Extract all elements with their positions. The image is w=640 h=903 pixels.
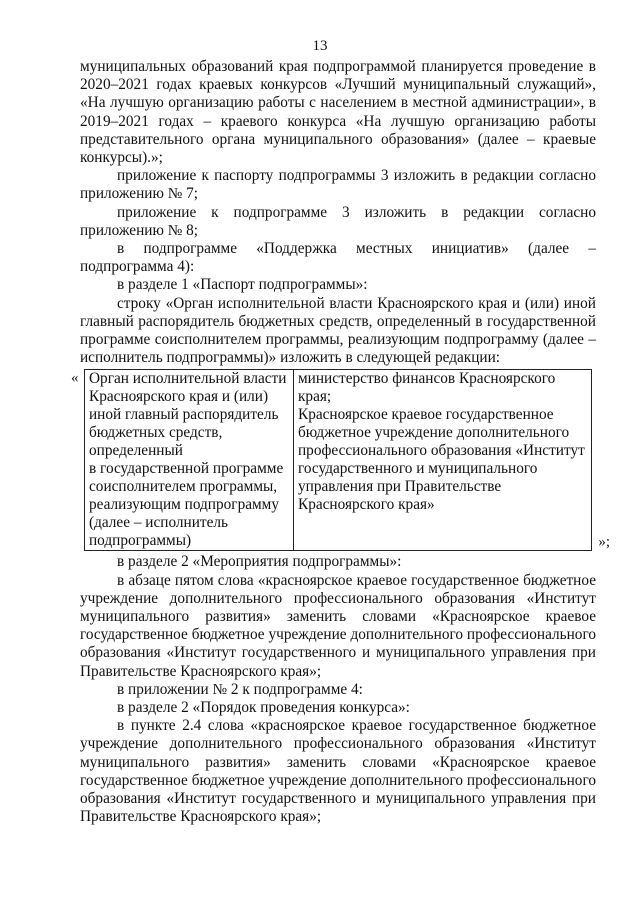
close-quote: »; (598, 534, 610, 551)
paragraph: в разделе 2 «Порядок проведения конкурса»: (117, 699, 410, 717)
paragraphs-before (80, 58, 596, 367)
paragraph: муниципальных образований края подпрограммой планируется проведение в 2020–2021 годах краевых конкурсов «Лучший муниципальный служащий», «На лучшую организацию работы с населением в местной администрации», в 2019–2021 годах – краевого конкурса «На лучшую организацию работы представительного органа муниципального образования» (далее – краевые конкурсы).»; (80, 58, 596, 167)
paragraph: в подпрограмме «Поддержка местных инициатив» (далее – подпрограмма 4): (80, 240, 596, 276)
cell-line: управления при Правительстве (298, 478, 502, 496)
cell-line: Орган исполнительной власти (89, 370, 287, 388)
cell-line: реализующим подпрограмму (89, 496, 280, 514)
cell-line: соисполнителем программы, (89, 478, 278, 496)
document-body (71, 58, 610, 827)
cell-line: определенный (89, 442, 183, 460)
passport-table (84, 369, 592, 551)
table-cell-right (294, 370, 592, 551)
paragraph: в абзаце пятом слова «красноярское краевое государственное бюджетное учреждение дополнительного профессионального образования «Институт муниципального развития» заменить словами «Красноярское краевое государственное бюджетное учреждение дополнительного профессионального образования «Институт государственного и муниципального управления при Правительстве Красноярского края»; (80, 571, 596, 680)
cell-line: Красноярского края» (298, 496, 435, 514)
cell-line: края; (298, 388, 332, 406)
paragraph: в разделе 1 «Паспорт подпрограммы»: (117, 276, 368, 294)
cell-line: в государственной программе (89, 460, 284, 478)
cell-line: государственного и муниципального (298, 460, 538, 478)
cell-line: Красноярское краевое государственное (298, 406, 554, 424)
paragraph: приложение к паспорту подпрограммы 3 изложить в редакции согласно приложению № 7; (80, 167, 596, 203)
open-quote: « (71, 370, 79, 387)
paragraphs-after (80, 553, 596, 826)
table-row (85, 370, 592, 551)
cell-line: иной главный распорядитель (89, 406, 279, 424)
paragraph: приложение к подпрограмме 3 изложить в редакции согласно приложению № 8; (80, 203, 596, 239)
cell-line: подпрограммы) (89, 532, 192, 550)
cell-line: бюджетное учреждение дополнительного (298, 424, 570, 442)
page-number: 13 (312, 38, 328, 54)
cell-line: министерство финансов Красноярского (298, 370, 556, 388)
paragraph: строку «Орган исполнительной власти Красноярского края и (или) иной главный распорядитель бюджетных средств, определенный в государственной программе соисполнителем программы, реализующим подпрограмму (далее – исполнитель подпрограммы)» изложить в следующей редакции: (80, 294, 596, 367)
cell-line: профессионального образования «Институт (298, 442, 585, 460)
cell-line: бюджетных средств, (89, 424, 223, 442)
paragraph: в разделе 2 «Мероприятия подпрограммы»: (117, 553, 402, 571)
cell-line: Красноярского края и (или) (89, 388, 269, 406)
cell-line: (далее – исполнитель (89, 514, 229, 532)
paragraph: в пункте 2.4 слова «красноярское краевое государственное бюджетное учреждение дополнительного профессионального образования «Институт муниципального развития» заменить словами «Красноярское краевое государственное бюджетное учреждение дополнительного профессионального образования «Институт государственного и муниципального управления при Правительстве Красноярского края»; (80, 717, 596, 826)
paragraph: в приложении № 2 к подпрограмме 4: (117, 680, 363, 698)
table-cell-left (85, 370, 294, 551)
replacement-row-block (71, 369, 610, 551)
